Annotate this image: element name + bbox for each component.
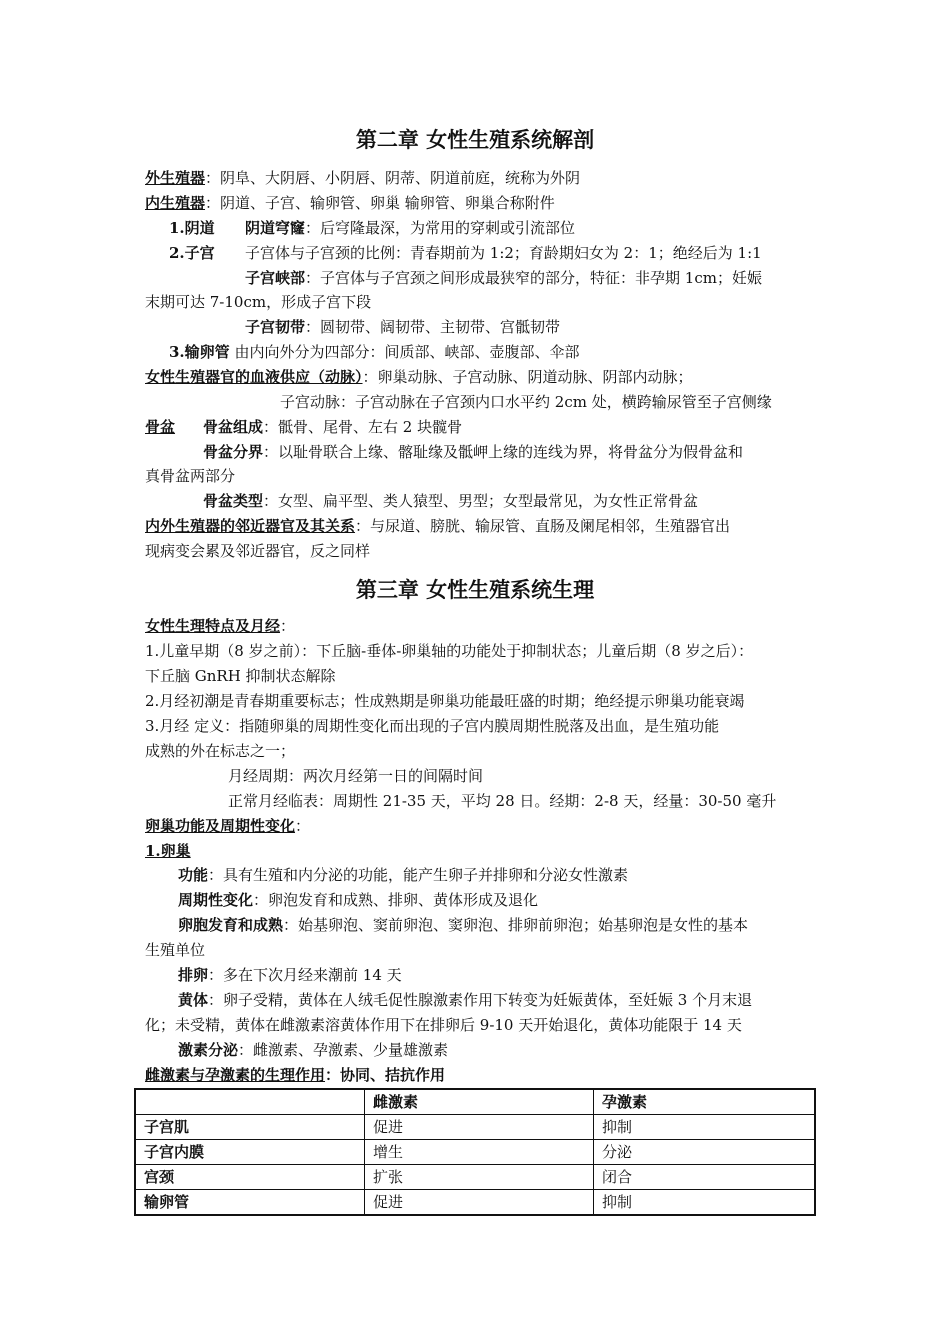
- pelvis-type-label: 骨盆类型: [203, 492, 264, 510]
- adjacent-text: ：与尿道、膀胱、输尿管、直肠及阑尾相邻，生殖器官出: [355, 517, 731, 535]
- uterus-num: 2.子宫: [169, 244, 215, 262]
- corpus-line: [178, 988, 810, 1012]
- ovary-function-heading: [145, 814, 810, 838]
- blood-cont: 子宫动脉：子宫动脉在子宫颈内口水平约 2cm 处，横跨输尿管至子宫侧缘: [280, 393, 772, 411]
- function-line: [178, 863, 810, 887]
- tube-text: 由内向外分为四部分：间质部、峡部、壶腹部、伞部: [229, 343, 580, 361]
- pelvis-bound-label: 骨盆分界: [203, 443, 264, 461]
- hormone-comparison-table: [134, 1088, 816, 1216]
- hormone-text: ：雌激素、孕激素、少量雄激素: [238, 1041, 449, 1059]
- item1-line: 1.儿童早期（8 岁之前）：下丘脑-垂体-卵巢轴的功能处于抑制状态；儿童后期（8 岁之后）：: [145, 642, 754, 660]
- table-cell: 输卵管: [135, 1190, 365, 1216]
- follicle-line: [178, 913, 810, 937]
- vagina-num: 1.阴道: [169, 219, 215, 237]
- func-text: ：具有生殖和内分泌的功能，能产生卵子并排卵和分泌女性激素: [208, 866, 629, 884]
- table-cell: 子宫内膜: [135, 1140, 365, 1165]
- table-cell: 增生: [365, 1140, 594, 1165]
- func-label: 功能: [178, 866, 209, 884]
- isthmus-label: 子宫峡部: [245, 269, 306, 287]
- item2-line: 2.月经初潮是青春期重要标志；性成熟期是卵巢功能最旺盛的时期；绝经提示卵巢功能衰竭: [145, 692, 745, 710]
- blood-label: 女性生殖器官的血液供应（动脉）: [145, 368, 363, 386]
- cyclic-line: [178, 888, 810, 912]
- physio-heading: [145, 1063, 810, 1087]
- blood-supply-line: [145, 365, 810, 389]
- table-cell: 促进: [365, 1190, 594, 1216]
- follicle-cont: 生殖单位: [145, 941, 206, 959]
- cyclic-text: ：卵泡发育和成熟、排卵、黄体形成及退化: [253, 891, 539, 909]
- table-row: [135, 1140, 815, 1165]
- table-cell: 闭合: [594, 1165, 816, 1190]
- table-row: [135, 1115, 815, 1140]
- adjacent-label: 内外生殖器的邻近器官及其关系: [145, 517, 356, 535]
- ovulation-label: 排卵: [178, 966, 209, 984]
- physio-text: ：协同、拮抗作用: [325, 1066, 446, 1084]
- item1-cont: 下丘脑 GnRH 抑制状态解除: [145, 667, 336, 685]
- tube-num: 3.输卵管: [169, 343, 230, 361]
- ligament-label: 子宫韧带: [245, 318, 306, 336]
- external-text: ：阴阜、大阴唇、小阴唇、阴蒂、阴道前庭，统称为外阴: [205, 169, 581, 187]
- table-cell: 扩张: [365, 1165, 594, 1190]
- isthmus-cont: 末期可达 7-10cm，形成子宫下段: [145, 293, 372, 311]
- pelvis-label: 骨盆: [145, 418, 176, 436]
- pelvis-bound-cont: 真骨盆两部分: [145, 467, 236, 485]
- isthmus-line: [245, 266, 810, 290]
- adjacent-organs-line: [145, 514, 810, 538]
- features-heading: [145, 614, 810, 638]
- pelvis-composition-line: [145, 415, 810, 439]
- pelvis-bound-text: ：以耻骨联合上缘、髂耻缘及骶岬上缘的连线为界，将骨盆分为假骨盆和: [263, 443, 744, 461]
- follicle-text: ：始基卵泡、窦前卵泡、窦卵泡、排卵前卵泡；始基卵泡是女性的基本: [283, 916, 749, 934]
- external-genitalia-line: [145, 166, 810, 190]
- blood-text: ：卵巢动脉、子宫动脉、阴道动脉、阴部内动脉；: [362, 368, 693, 386]
- normal-menses-line: 正常月经临表：周期性 21-35 天，平均 28 日。经期：2-8 天，经量：30-50 毫升: [228, 792, 777, 810]
- chapter2-title: 第二章 女性生殖系统解剖: [355, 127, 595, 152]
- item3-cont: 成熟的外在标志之一；: [145, 742, 296, 760]
- table-cell: 抑制: [594, 1190, 816, 1216]
- table-cell: 促进: [365, 1115, 594, 1140]
- external-label: 外生殖器: [145, 169, 206, 187]
- uterus-line: [145, 241, 810, 265]
- ligament-line: [245, 315, 810, 339]
- physio-label: 雌激素与孕激素的生理作用: [145, 1066, 326, 1084]
- adjacent-cont: 现病变会累及邻近器官，反之同样: [145, 542, 371, 560]
- ligament-text: ：圆韧带、阔韧带、主韧带、宫骶韧带: [305, 318, 561, 336]
- ovulation-line: [178, 963, 810, 987]
- ovary-heading: 1.卵巢: [145, 842, 191, 860]
- table-header-cell: 雌激素: [365, 1089, 594, 1115]
- table-cell: 抑制: [594, 1115, 816, 1140]
- uterus-ratio: 子宫体与子宫颈的比例：青春期前为 1:2；育龄期妇女为 2：1；绝经后为 1:1: [245, 244, 762, 262]
- table-cell: 宫颈: [135, 1165, 365, 1190]
- features-label: 女性生理特点及月经: [145, 617, 281, 635]
- table-header-cell: 孕激素: [594, 1089, 816, 1115]
- table-cell: 子宫肌: [135, 1115, 365, 1140]
- hormone-label: 激素分泌: [178, 1041, 239, 1059]
- table-header-cell: [135, 1089, 365, 1115]
- features-colon: ：: [280, 617, 296, 635]
- corpus-label: 黄体: [178, 991, 209, 1009]
- ovulation-text: ：多在下次月经来潮前 14 天: [208, 966, 402, 984]
- internal-text: ：阴道、子宫、输卵管、卵巢 输卵管、卵巢合称附件: [205, 194, 555, 212]
- pelvis-type-text: ：女型、扁平型、类人猿型、男型；女型最常见，为女性正常骨盆: [263, 492, 699, 510]
- tube-line: [145, 340, 810, 364]
- table-cell: 分泌: [594, 1140, 816, 1165]
- internal-genitalia-line: [145, 191, 810, 215]
- pelvis-type-line: [203, 489, 810, 513]
- table-header-row: [135, 1089, 815, 1115]
- pelvis-boundary-line: [203, 440, 810, 464]
- item3-line: 3.月经 定义：指随卵巢的周期性变化而出现的子宫内膜周期性脱落及出血，是生殖功能: [145, 717, 720, 735]
- ovary-func-label: 卵巢功能及周期性变化: [145, 817, 296, 835]
- hormone-line: [178, 1038, 810, 1062]
- isthmus-text: ：子宫体与子宫颈之间形成最狭窄的部分，特征：非孕期 1cm；妊娠: [305, 269, 762, 287]
- cyclic-label: 周期性变化: [178, 891, 254, 909]
- pelvis-comp-text: ：骶骨、尾骨、左右 2 块髋骨: [263, 418, 463, 436]
- vagina-label: 阴道穹窿: [245, 219, 306, 237]
- follicle-label: 卵胞发育和成熟: [178, 916, 284, 934]
- vagina-line: [145, 216, 810, 240]
- internal-label: 内生殖器: [145, 194, 206, 212]
- chapter3-title: 第三章 女性生殖系统生理: [355, 577, 595, 602]
- corpus-cont: 化；未受精，黄体在雌激素溶黄体作用下在排卵后 9-10 天开始退化，黄体功能限于 14 天: [145, 1016, 742, 1034]
- vagina-text: ：后穹隆最深，为常用的穿刺或引流部位: [305, 219, 576, 237]
- cycle-line: 月经周期：两次月经第一日的间隔时间: [228, 767, 484, 785]
- table-row: [135, 1190, 815, 1216]
- ovary-func-colon: ：: [295, 817, 311, 835]
- pelvis-comp-label: 骨盆组成: [203, 418, 264, 436]
- corpus-text: ：卵子受精，黄体在人绒毛促性腺激素作用下转变为妊娠黄体，至妊娠 3 个月末退: [208, 991, 753, 1009]
- table-row: [135, 1165, 815, 1190]
